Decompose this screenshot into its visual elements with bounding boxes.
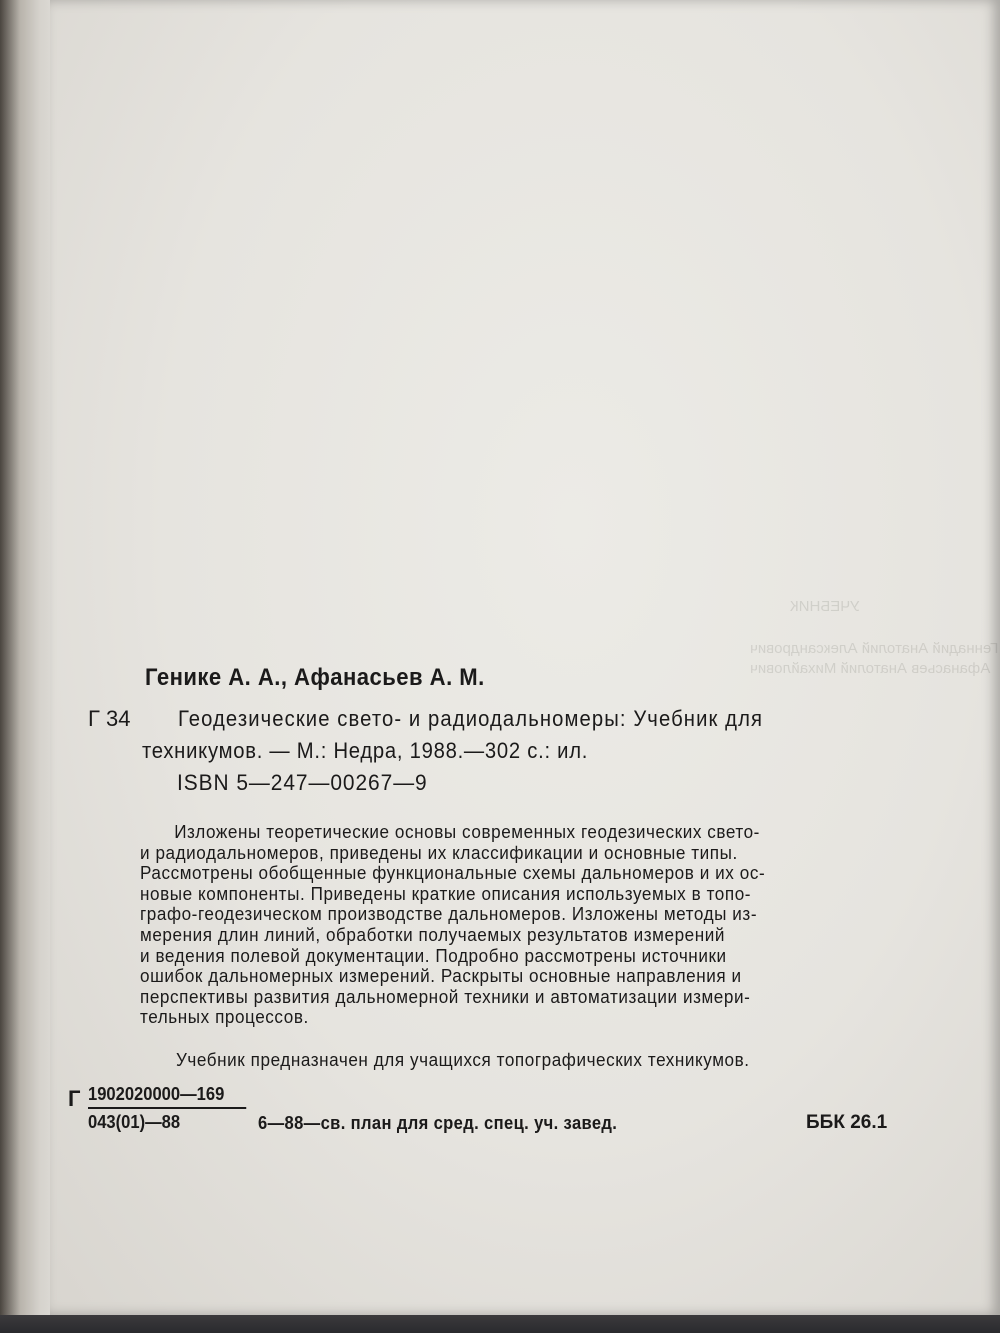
show-through-text: УЧЕБНИК [790, 598, 860, 615]
abstract-line: перспективы развития дальномерной техники и автоматизации измери- [140, 986, 751, 1007]
abstract-line: графо-геодезическом производстве дальномеров. Изложены методы из- [140, 904, 758, 925]
abstract-line: и радиодальномеров, приведены их классификации и основные типы. [140, 842, 738, 863]
title-line-2: техникумов. — М.: Недра, 1988.—302 с.: ил. [142, 738, 589, 763]
catalog-fraction [88, 1084, 246, 1133]
fraction-numerator: 1902020000—169 [88, 1084, 246, 1109]
abstract-line: мерения длин линий, обработки получаемых результатов измерений [140, 924, 725, 945]
fraction-denominator: 043(01)—88 [88, 1112, 181, 1132]
authors: Генике А. А., Афанасьев А. М. [145, 664, 485, 691]
abstract-line: ошибок дальномерных измерений. Раскрыты основные направления и [140, 966, 742, 987]
isbn: ISBN 5—247—00267—9 [177, 770, 428, 795]
abstract-line: новые компоненты. Приведены краткие описания используемых в топо- [140, 883, 752, 904]
abstract-line: Изложены теоретические основы современных геодезических свето- [174, 822, 760, 842]
book-spine-edge [0, 0, 55, 1333]
show-through-text: Афанасьев Анатолий Михайлович [750, 660, 991, 677]
purpose-statement: Учебник предназначен для учащихся топографических техникумов. [176, 1050, 750, 1070]
bbk-code: ББК 26.1 [806, 1112, 888, 1133]
call-number: Г 34 [88, 706, 131, 731]
show-through-text: Геннадий Анатолий Александрович [750, 640, 999, 657]
abstract [140, 822, 960, 1028]
abstract-line: и ведения полевой документации. Подробно рассмотрены источники [140, 945, 727, 966]
abstract-line: Рассмотрены обобщенные функциональные схемы дальномеров и их ос- [140, 863, 766, 884]
book-cover-edge [0, 1315, 1000, 1333]
publishing-plan: 6—88—св. план для сред. спец. уч. завед. [258, 1113, 618, 1133]
abstract-line: тельных процессов. [140, 1007, 309, 1028]
catalog-letter: Г [68, 1086, 81, 1111]
title-line-1: Геодезические свето- и радиодальномеры: Учебник для [178, 706, 764, 731]
